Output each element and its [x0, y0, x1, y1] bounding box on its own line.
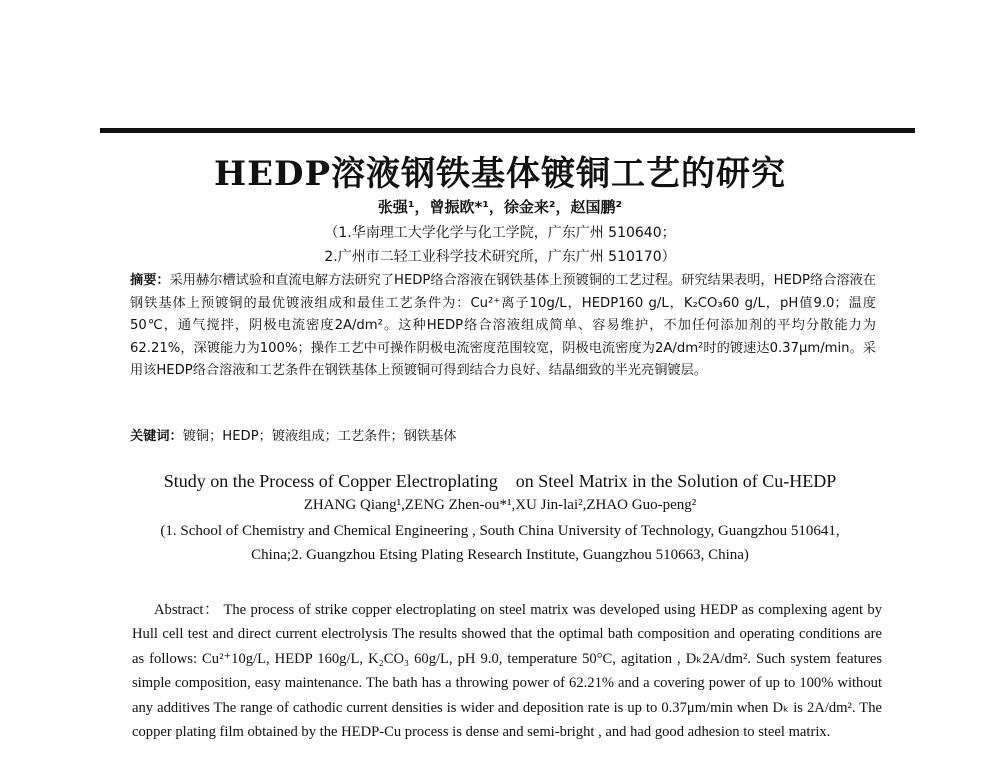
chinese-abstract-text: 采用赫尔槽试验和直流电解方法研究了HEDP络合溶液在钢铁基体上预镀铜的工艺过程。研究结果表明，HEDP络合溶液在钢铁基体上预镀铜的最优镀液组成和最佳工艺条件为：Cu²⁺离子10g/L，HEDP160 g/L，K₂CO₃60 g/L，pH值9.0；温度50℃，通气搅拌，阴极电流密度2A/dm²。这种HEDP络合溶液组成简单、容易维护，不加任何添加剂的平均分散能力为62.21%，深镀能力为100%；操作工艺中可操作阴极电流密度范围较宽，阴极电流密度为2A/dm²时的镀速达0.37μm/min。采用该HEDP络合溶液和工艺条件在钢铁基体上预镀铜可得到结合力良好、结晶细致的半光亮铜镀层。 — [130, 273, 876, 379]
chinese-abstract-label: 摘要： — [130, 273, 170, 288]
chinese-title: HEDP溶液钢铁基体镀铜工艺的研究 — [213, 154, 787, 194]
header-rule — [100, 128, 915, 133]
english-affiliation-2: China;2. Guangzhou Etsing Plating Research Institute, Guangzhou 510663, China) — [251, 547, 749, 563]
chinese-abstract — [130, 270, 876, 383]
chinese-authors: 张强¹，曾振欧*¹，徐金来²，赵国鹏² — [377, 198, 623, 216]
chinese-affiliation-1: （1.华南理工大学化学与化工学院，广东广州 510640； — [324, 225, 676, 241]
chinese-keywords-label: 关键词： — [130, 429, 183, 444]
chinese-affiliation-2: 2.广州市二轻工业科学技术研究所，广东广州 510170） — [324, 249, 676, 265]
english-abstract-label: Abstract： — [154, 602, 220, 618]
chinese-keywords-text: 镀铜；HEDP；镀液组成；工艺条件；钢铁基体 — [182, 429, 457, 444]
chinese-keywords — [130, 425, 876, 444]
english-authors: ZHANG Qiang¹,ZENG Zhen-ou*¹,XU Jin-lai²,ZHAO Guo-peng² — [303, 497, 697, 513]
english-abstract — [132, 598, 882, 744]
english-title: Study on the Process of Copper Electroplating on Steel Matrix in the Solution of Cu-HEDP — [163, 471, 837, 491]
english-affiliation-1: (1. School of Chemistry and Chemical Engineering , South China University of Technology, Guangzhou 510641, — [160, 523, 840, 539]
english-abstract-text: The process of strike copper electroplating on steel matrix was developed using HEDP as complexing agent by Hull cell test and direct current electrolysis The results showed that the optimal bath composition and operating conditions are as follows: Cu²⁺10g/L, HEDP 160g/L, K₂CO₃ 60g/L, pH 9.0, temperature 50°C, agitation , Dₖ2A/dm². Such system features simple composition, easy maintenance. The bath has a throwing power of 62.21% and a covering power of up to 100% without any additives The range of cathodic current densities is wider and deposition rate is up to 0.37μm/min when Dₖ is 2A/dm². The copper plating film obtained by the HEDP-Cu process is dense and semi-bright , and had good adhesion to steel matrix. — [132, 602, 882, 741]
